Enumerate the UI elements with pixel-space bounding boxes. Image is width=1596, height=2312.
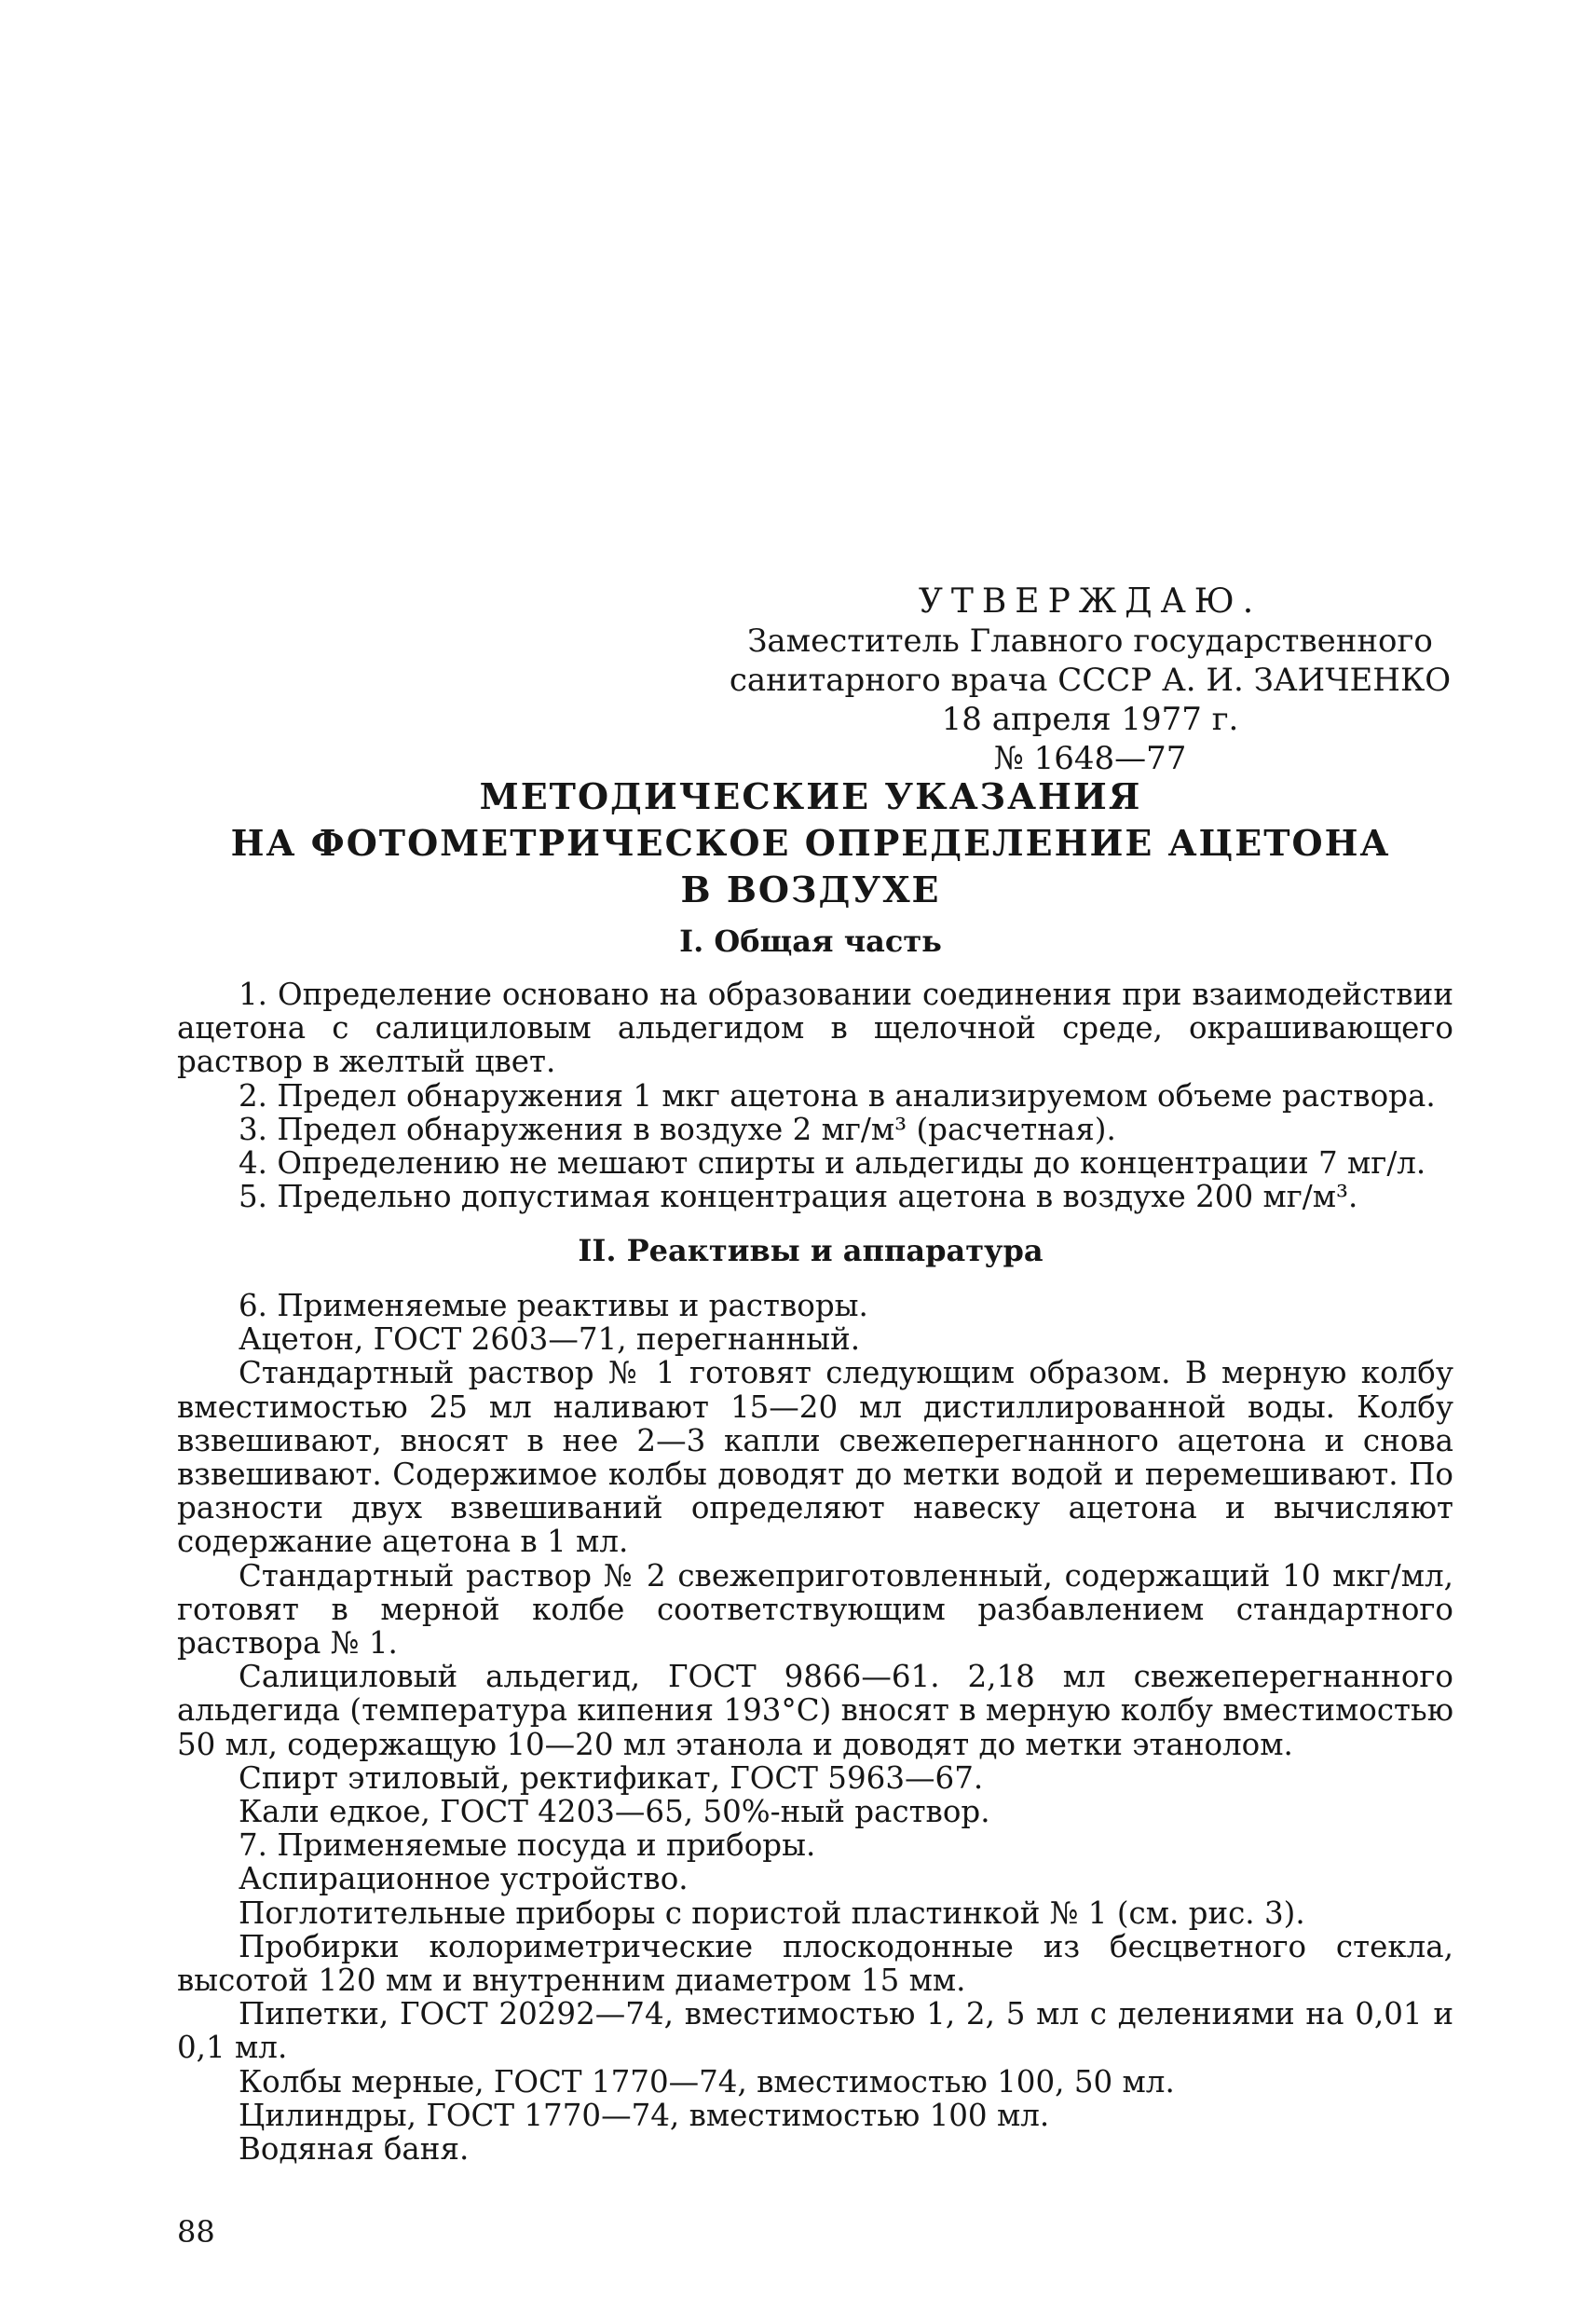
paragraph: 1. Определение основано на образовании соединения при взаимодействии ацетона с салициловым альдегидом в щелочной среде, окрашивающего раствор в желтый цвет.: [177, 977, 1453, 1080]
paragraph: 5. Предельно допустимая концентрация ацетона в воздухе 200 мг/м³.: [239, 1179, 1358, 1215]
paragraph: Поглотительные приборы с пористой пластинкой № 1 (см. рис. 3).: [239, 1895, 1305, 1931]
approval-word: УТВЕРЖДАЮ.: [918, 582, 1262, 621]
title-line-1: МЕТОДИЧЕСКИЕ УКАЗАНИЯ: [479, 775, 1142, 817]
paragraph: Стандартный раствор № 1 готовят следующим образом. В мерную колбу вместимостью 25 мл наливают 15—20 мл дистиллированной воды. Колбу взвешивают, вносят в нее 2—3 капли свежеперегнанного ацетона и снова взвешивают. Содержимое колбы доводят до метки водой и перемешивают. По разности двух взвешиваний определяют навеску ацетона и вычисляют содержание ацетона в 1 мл.: [177, 1355, 1453, 1560]
paragraph: Аспирационное устройство.: [239, 1861, 689, 1897]
section-2-heading: II. Реактивы и аппаратура: [578, 1233, 1044, 1268]
paragraph: Пробирки колориметрические плоскодонные из бесцветного стекла, высотой 120 мм и внутренним диаметром 15 мм.: [177, 1928, 1453, 1999]
approval-position: Заместитель Главного государственного: [747, 622, 1433, 660]
paragraph: Колбы мерные, ГОСТ 1770—74, вместимостью 100, 50 мл.: [239, 2063, 1175, 2100]
paragraph: Пипетки, ГОСТ 20292—74, вместимостью 1, 2, 5 мл с делениями на 0,01 и 0,1 мл.: [177, 1996, 1453, 2066]
approval-name: санитарного врача СССР А. И. ЗАИЧЕНКО: [729, 662, 1452, 699]
approval-number: № 1648—77: [993, 740, 1187, 777]
paragraph: 4. Определению не мешают спирты и альдегиды до концентрации 7 мг/л.: [239, 1145, 1426, 1182]
paragraph: Водяная баня.: [239, 2131, 470, 2168]
page-number: 88: [177, 2214, 215, 2250]
section-2-body: [177, 1289, 1453, 2166]
paragraph: Ацетон, ГОСТ 2603—71, перегнанный.: [239, 1321, 861, 1358]
section-1-body: [177, 978, 1453, 1213]
approval-date: 18 апреля 1977 г.: [941, 701, 1239, 738]
section-1-heading: I. Общая часть: [679, 923, 942, 959]
paragraph: 7. Применяемые посуда и приборы.: [239, 1827, 816, 1864]
document-title: [177, 773, 1444, 913]
paragraph: 3. Предел обнаружения в воздухе 2 мг/м³ (расчетная).: [239, 1111, 1116, 1147]
paragraph: Цилиндры, ГОСТ 1770—74, вместимостью 100 мл.: [239, 2097, 1050, 2133]
title-line-2: НА ФОТОМЕТРИЧЕСКОЕ ОПРЕДЕЛЕНИЕ АЦЕТОНА: [230, 822, 1391, 864]
paragraph: Спирт этиловый, ректификат, ГОСТ 5963—67.: [239, 1759, 984, 1796]
title-line-3: В ВОЗДУХЕ: [680, 869, 941, 910]
paragraph: 2. Предел обнаружения 1 мкг ацетона в анализируемом объеме раствора.: [239, 1077, 1436, 1114]
paragraph: Салициловый альдегид, ГОСТ 9866—61. 2,18 мл свежеперегнанного альдегида (температура кипения 193°С) вносят в мерную колбу вместимостью 50 мл, содержащую 10—20 мл этанола и доводят до метки этанолом.: [177, 1659, 1453, 1762]
paragraph: 6. Применяемые реактивы и растворы.: [239, 1288, 868, 1323]
paragraph: Стандартный раствор № 2 свежеприготовленный, содержащий 10 мкг/мл, готовят в мерной колбе соответствующим разбавлением стандартного раствора № 1.: [177, 1557, 1453, 1662]
paragraph: Кали едкое, ГОСТ 4203—65, 50%-ный раствор.: [239, 1794, 990, 1830]
approval-block: [708, 582, 1472, 778]
